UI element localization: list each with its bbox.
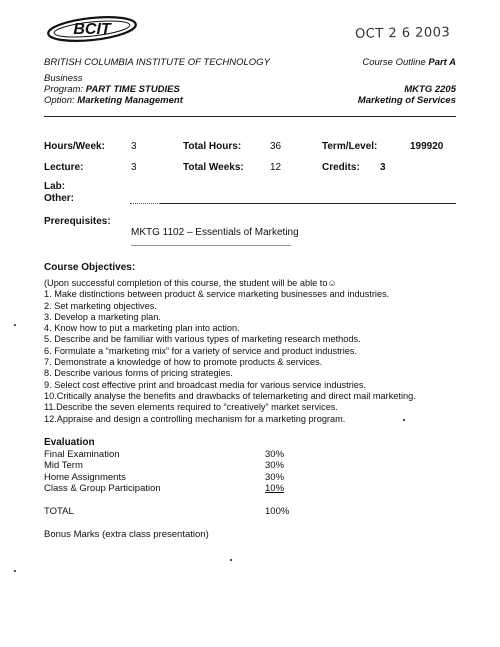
other-dots [130,203,160,204]
objective-item: 7. Demonstrate a knowledge of how to promote products & services. [44,357,323,368]
header-divider [44,116,456,117]
objective-item: 4. Know how to put a marketing plan into action. [44,323,240,334]
option-value: Marketing Management [77,95,183,106]
bonus-marks-note: Bonus Marks (extra class presentation) [44,528,209,540]
evaluation-value: 30% [265,448,285,460]
option-label: Option: [44,95,75,106]
objective-item: 8. Describe various forms of pricing strategies. [44,368,233,379]
lecture-label: Lecture: [44,162,84,173]
evaluation-value: 30% [265,460,285,472]
institution-name: BRITISH COLUMBIA INSTITUTE OF TECHNOLOGY [44,57,270,68]
objective-item: 2. Set marketing objectives. [44,300,157,311]
evaluation-label: Mid Term [44,460,83,472]
course-title: Marketing of Services [357,95,456,106]
scan-speck [14,570,16,572]
total-weeks-label: Total Weeks: [183,162,244,173]
total-label: TOTAL [44,505,74,517]
lab-label: Lab: [44,181,66,192]
objective-item: 6. Formulate a “marketing mix” for a variety of service and product industries. [44,345,358,356]
objectives-intro: (Upon successful completion of this course, the student will be able to☺ [44,278,337,288]
term-level-label: Term/Level: [322,141,378,152]
hours-week-label: Hours/Week: [44,141,105,152]
objective-item: 3. Develop a marketing plan. [44,311,161,322]
prerequisites-label: Prerequisites: [44,216,111,227]
program-value: PART TIME STUDIES [85,84,180,95]
scan-speck [403,419,405,421]
total-weeks-value: 12 [270,162,282,173]
evaluation-row [44,449,289,461]
program-label: Program: [44,84,84,95]
objective-item: 12.Appraise and design a controlling mechanism for a marketing program. [44,413,346,424]
term-level-value: 199920 [410,141,444,152]
objective-item: 5. Describe and be familiar with various types of marketing research methods. [44,334,361,345]
other-label: Other: [44,193,74,204]
received-date-stamp: OCT 2 6 2003 [354,25,451,42]
evaluation-value: 10% [265,483,285,495]
hours-week-value: 3 [131,141,137,152]
evaluation-label: Home Assignments [44,471,126,483]
objective-item: 11.Describe the seven elements required to “creatively” market services. [44,402,338,413]
scan-speck [230,559,232,561]
evaluation-section [44,437,289,540]
evaluation-value: 30% [265,471,285,483]
evaluation-label: Class & Group Participation [44,483,161,495]
evaluation-label: Final Examination [44,448,120,460]
bcit-logo [44,14,140,44]
logo-text: BCIT [73,21,111,38]
objective-item: 1. Make distinctions between product & service marketing businesses and industries. [44,289,390,300]
course-code: MKTG 2205 [404,84,456,95]
credits-label: Credits: [322,162,360,173]
evaluation-row [44,460,289,472]
outline-label: Course Outline [362,57,426,68]
objectives-title: Course Objectives: [44,262,136,273]
total-value: 100% [265,505,290,517]
school-name: Business [44,73,83,84]
scan-speck [14,324,16,326]
objective-item: 10.Critically analyse the benefits and drawbacks of telemarketing and direct mail marketing. [44,390,416,401]
total-hours-label: Total Hours: [183,141,242,152]
objectives-list [44,278,464,425]
evaluation-title: Evaluation [44,437,95,448]
credits-value: 3 [380,162,386,173]
outline-part: Part A [428,57,456,68]
lecture-value: 3 [131,162,137,173]
objective-item: 9. Select cost effective print and broadcast media for various service industries. [44,379,367,390]
evaluation-row [44,472,289,484]
total-hours-value: 36 [270,141,282,152]
prerequisites-value: MKTG 1102 – Essentials of Marketing [131,227,299,238]
option-line [44,95,183,106]
course-outline-label [362,57,456,68]
prereq-underline [131,245,291,246]
program-line [44,84,180,95]
evaluation-row [44,483,289,495]
details-divider [160,203,456,204]
evaluation-total-row [44,506,289,518]
